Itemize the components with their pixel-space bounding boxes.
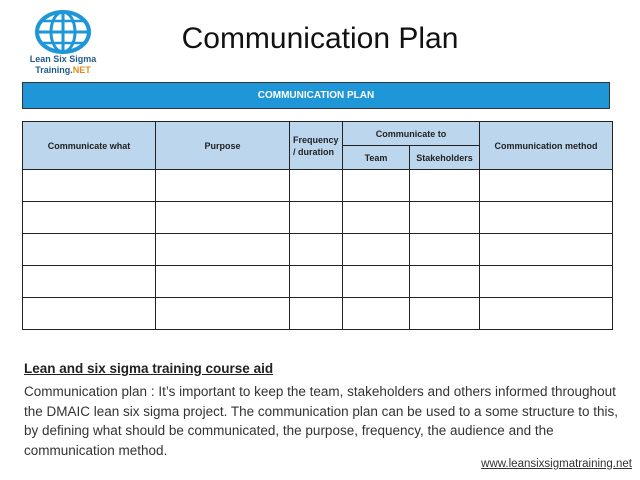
footer-heading: Lean and six sigma training course aid bbox=[24, 361, 274, 376]
table-row bbox=[23, 202, 613, 234]
table-row bbox=[23, 234, 613, 266]
header-purpose: Purpose bbox=[156, 122, 290, 170]
table-body bbox=[23, 170, 613, 330]
website-link[interactable]: www.leansixsigmatraining.net bbox=[481, 458, 632, 470]
header-team: Team bbox=[343, 146, 410, 170]
table-row bbox=[23, 266, 613, 298]
header-communication-method: Communication method bbox=[480, 122, 613, 170]
communication-plan-table bbox=[22, 121, 613, 330]
header-communicate-to: Communicate to bbox=[343, 122, 480, 146]
header-stakeholders: Stakeholders bbox=[410, 146, 480, 170]
header-communicate-what: Communicate what bbox=[23, 122, 156, 170]
logo-text-line1: Lean Six Sigma bbox=[29, 54, 97, 64]
page-title: Communication Plan bbox=[181, 22, 459, 55]
plan-banner: COMMUNICATION PLAN bbox=[22, 82, 610, 109]
logo-text-line2: Training.NET bbox=[35, 65, 91, 75]
table-row bbox=[23, 298, 613, 330]
footer-description: Communication plan : It’s important to keep the team, stakeholders and others informed throughout the DMAIC lean six sigma project. The communication plan can be used to a some structure to this, by defining what should be communicated, the purpose, frequency, the audience and the communication method. bbox=[24, 384, 619, 458]
header-frequency: Frequency / duration bbox=[290, 122, 343, 170]
table-row bbox=[23, 170, 613, 202]
